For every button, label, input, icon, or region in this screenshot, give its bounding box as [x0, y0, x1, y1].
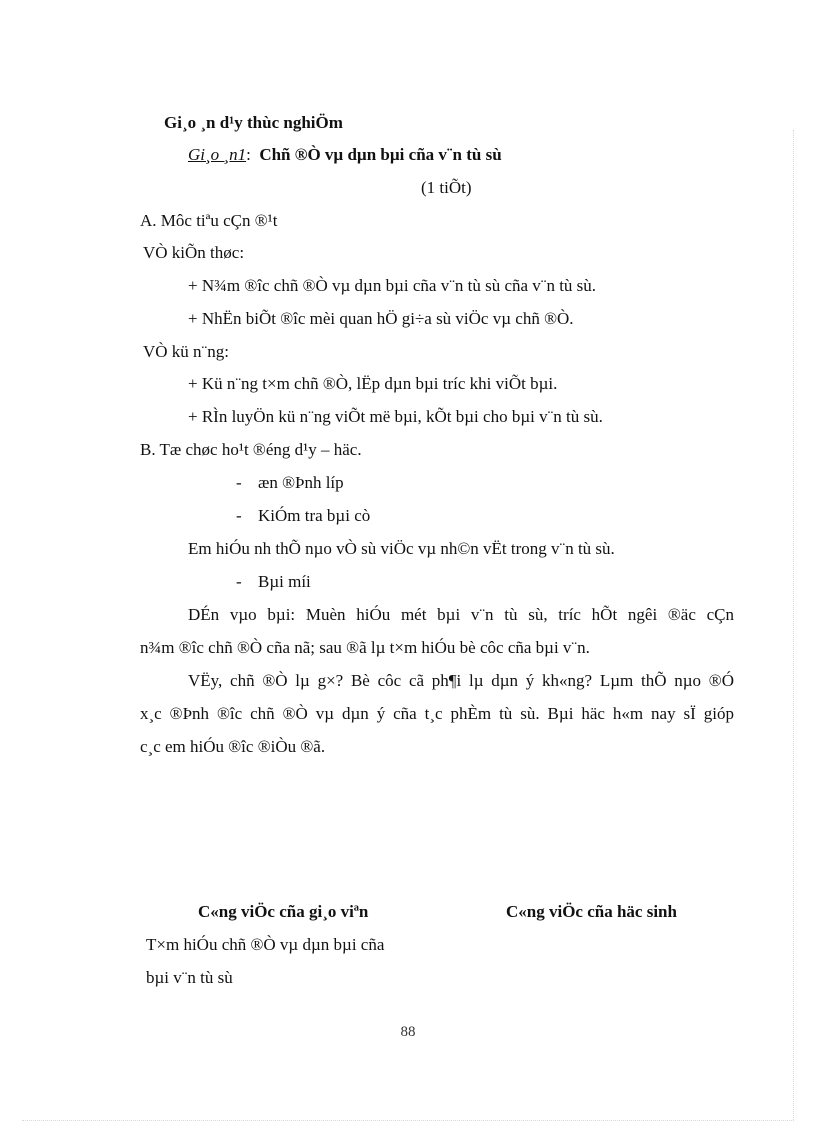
intro-paragraph-line: n¾m ®îc chñ ®Ò cña nã; sau ®ã lµ t×m hiÓu bè côc cña bµi v¨n.: [140, 638, 590, 657]
second-paragraph-line: VËy, chñ ®Ò lµ g×? Bè côc cã ph¶i lµ dµn ý kh«ng? Lµm thÕ nµo ®Ó: [188, 671, 734, 690]
page-number: 88: [400, 1024, 416, 1040]
skills-item: + RÌn luyÖn kü n¨ng viÕt më bµi, kÕt bµi cho bµi v¨n tù sù.: [188, 407, 603, 426]
list-item: [236, 505, 370, 527]
list-item: [236, 472, 344, 494]
lesson-title: Chñ ®Ò vµ dµn bµi cña v¨n tù sù: [259, 145, 502, 164]
knowledge-item: + NhËn biÕt ®îc mèi quan hÖ gi÷a sù viÖc vµ chñ ®Ò.: [188, 309, 574, 328]
second-paragraph-line: c¸c em hiÓu ®îc ®iÒu ®ã.: [140, 737, 326, 756]
page-border-right: [792, 130, 794, 1120]
section-b-title: B. Tæ chøc ho¹t ®éng d¹y – häc.: [140, 440, 362, 459]
lesson-separator: :: [246, 145, 251, 164]
teacher-cell-line: T×m hiÓu chñ ®Ò vµ dµn bµi cña: [146, 935, 385, 954]
document-heading: Gi¸o ¸n d¹y thùc nghiÖm: [164, 113, 343, 132]
teacher-cell-line: bµi v¨n tù sù: [146, 968, 233, 987]
table-header-student: C«ng viÖc cña häc sinh: [506, 902, 677, 921]
skills-title: VÒ kü n¨ng:: [143, 342, 229, 361]
knowledge-title: VÒ kiÕn thøc:: [143, 243, 245, 262]
second-paragraph-line: x¸c ®Þnh ®îc chñ ®Ò vµ dµn ý cña t¸c phÈm tù sù. Bµi häc h«m nay sÏ gióp: [140, 704, 734, 723]
list-item-text: æn ®Þnh líp: [258, 473, 344, 492]
section-a-title: A. Môc tiªu cÇn ®¹t: [140, 211, 278, 230]
skills-item: + Kü n¨ng t×m chñ ®Ò, lËp dµn bµi tríc khi viÕt bµi.: [188, 374, 558, 393]
list-item: [236, 571, 311, 593]
dash-bullet: -: [236, 506, 242, 525]
list-item-text: Bµi míi: [258, 572, 311, 591]
intro-paragraph-line: DÉn vµo bµi: Muèn hiÓu mét bµi v¨n tù sù, tríc hÕt ngêi ®äc cÇn: [188, 605, 734, 624]
lesson-label: Gi¸o ¸n1: [188, 145, 247, 164]
dash-bullet: -: [236, 572, 242, 591]
knowledge-item: + N¾m ®îc chñ ®Ò vµ dµn bµi cña v¨n tù sù cña v¨n tù sù.: [188, 276, 597, 295]
page-border-bottom: [22, 1119, 794, 1121]
lesson-duration: (1 tiÕt): [421, 178, 472, 197]
list-item-text: KiÓm tra bµi cò: [258, 506, 371, 525]
review-question: Em hiÓu nh thÕ nµo vÒ sù viÖc vµ nh©n vËt trong v¨n tù sù.: [188, 539, 615, 558]
dash-bullet: -: [236, 473, 242, 492]
lesson-title-line: [188, 144, 502, 166]
table-header-teacher: C«ng viÖc cña gi¸o viªn: [198, 902, 369, 921]
